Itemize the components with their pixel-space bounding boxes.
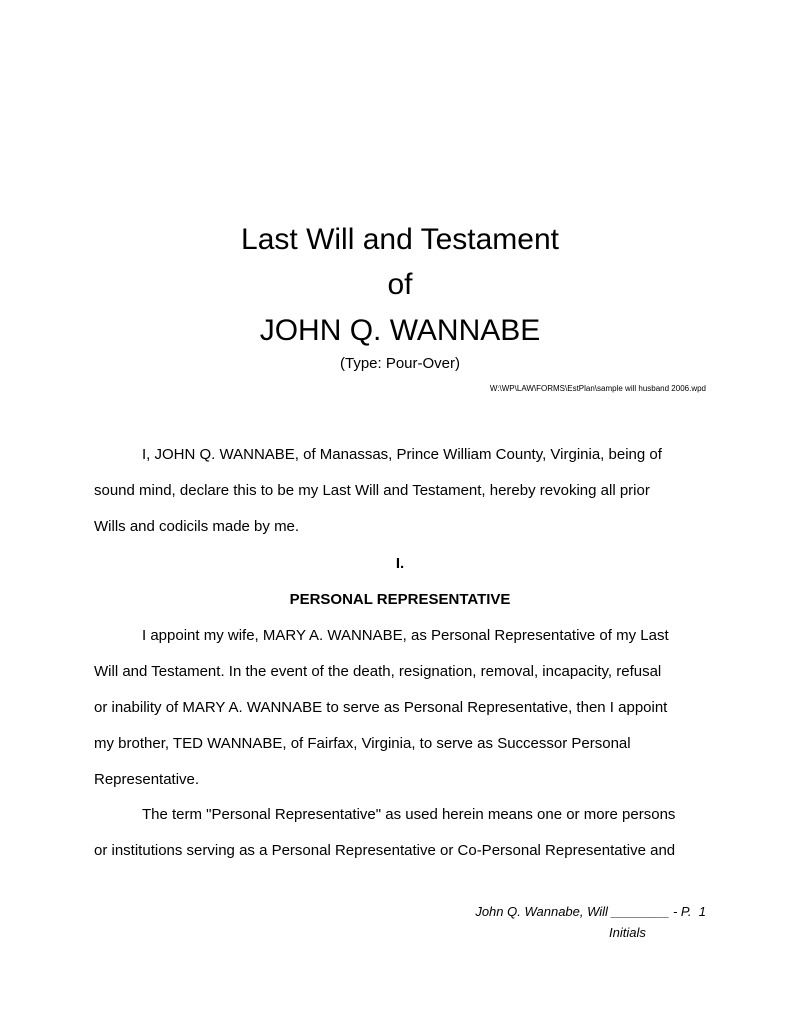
paragraph-line: I appoint my wife, MARY A. WANNABE, as Personal Representative of my Last [142, 627, 669, 644]
article-number: I. [395, 555, 405, 572]
paragraph-line: Representative. [94, 771, 200, 788]
paragraph-line: sound mind, declare this to be my Last Will and Testament, hereby revoking all prior [94, 482, 650, 499]
paragraph-line: Will and Testament. In the event of the death, resignation, removal, incapacity, refusal [94, 663, 662, 680]
paragraph-line: Wills and codicils made by me. [94, 518, 300, 535]
will-type: (Type: Pour-Over) [339, 355, 461, 372]
document-title: Last Will and Testament [241, 223, 559, 256]
intro-paragraph [94, 437, 706, 545]
appointment-paragraph [94, 618, 706, 798]
paragraph-line: my brother, TED WANNABE, of Fairfax, Virginia, to serve as Successor Personal [94, 735, 631, 752]
paragraph-line: or inability of MARY A. WANNABE to serve as Personal Representative, then I appoint [94, 699, 668, 716]
page-footer: John Q. Wannabe, Will ________ - P. 1 [475, 904, 706, 919]
testator-name: JOHN Q. WANNABE [259, 314, 541, 347]
definition-paragraph [94, 797, 706, 869]
file-path: W:\WP\LAW\FORMS\EstPlan\sample will husband 2006.wpd [489, 384, 706, 393]
paragraph-line: I, JOHN Q. WANNABE, of Manassas, Prince William County, Virginia, being of [142, 446, 662, 463]
paragraph-line: or institutions serving as a Personal Representative or Co-Personal Representative and [94, 842, 676, 859]
document-title-of: of [387, 268, 413, 301]
initials-label: Initials [609, 925, 646, 940]
paragraph-line: The term "Personal Representative" as used herein means one or more persons [142, 806, 676, 823]
article-heading: PERSONAL REPRESENTATIVE [289, 591, 511, 608]
